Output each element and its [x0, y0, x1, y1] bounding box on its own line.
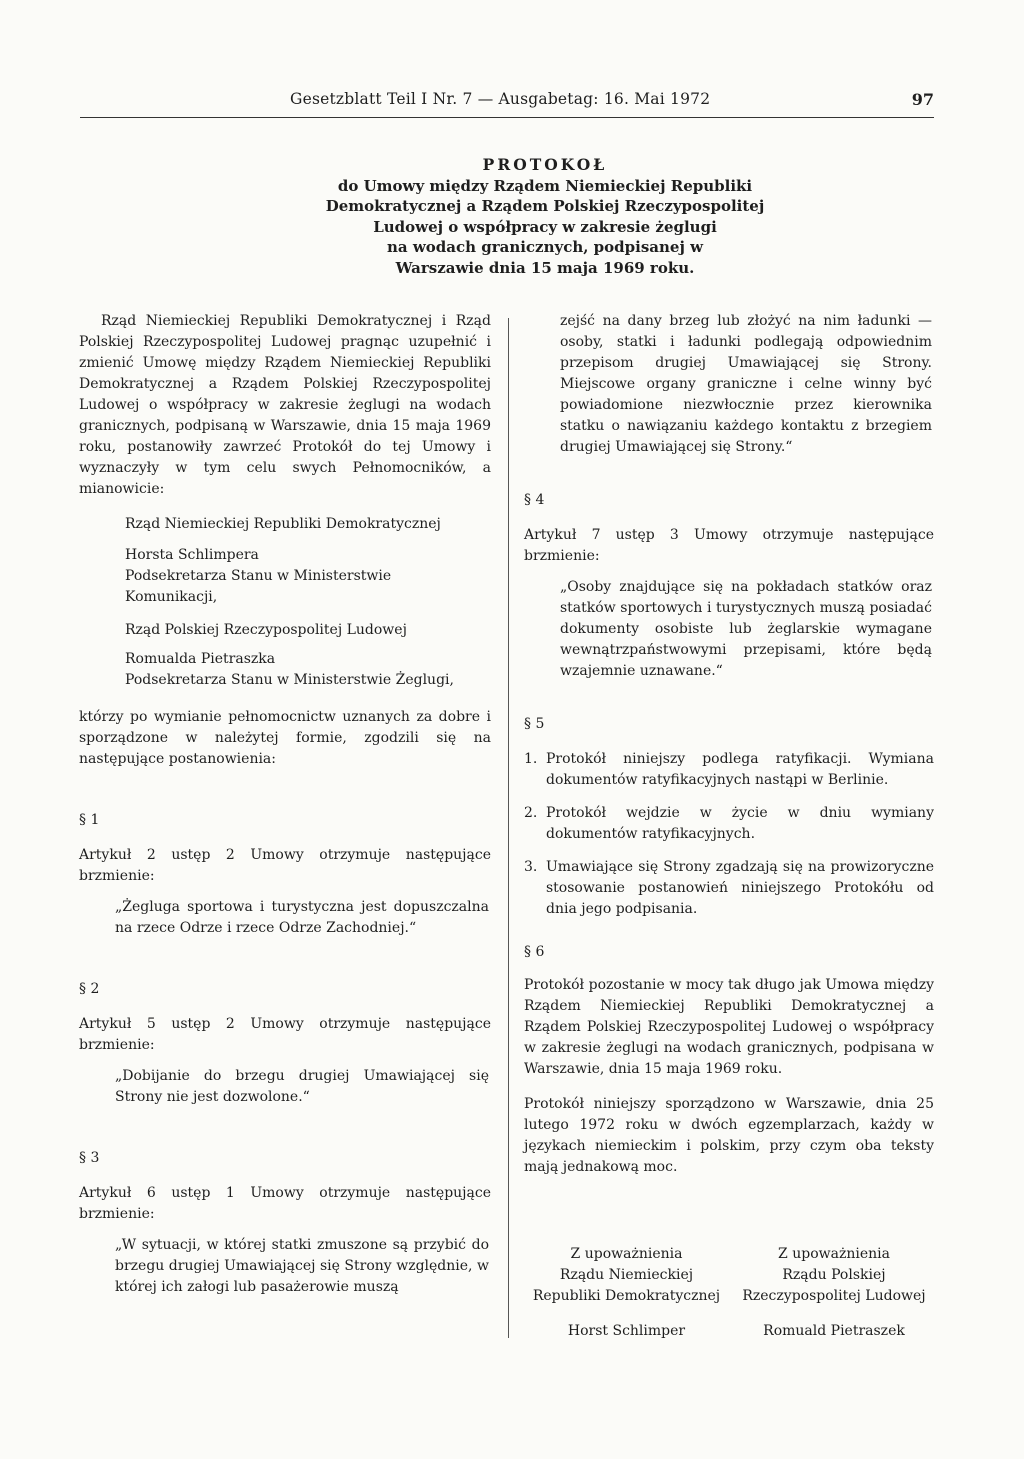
list-number: 1.: [524, 751, 538, 767]
signature-line: Rządu Niemieckiej: [559, 1267, 694, 1283]
title-line: Warszawie dnia 15 maja 1969 roku.: [395, 258, 695, 277]
section-quote: „Żegluga sportowa i turystyczna jest dopuszczalna na rzece Odrze i rzece Odrze Zachodniej.“: [115, 899, 489, 936]
section-text: Artykuł 2 ustęp 2 Umowy otrzymuje następujące brzmienie:: [79, 847, 491, 884]
list-item: [524, 749, 934, 791]
running-title: Gesetzblatt Teil I Nr. 7 — Ausgabetag: 16. Mai 1972: [290, 90, 711, 108]
list-item: [524, 803, 934, 845]
section-quote-continued: zejść na dany brzeg lub złożyć na nim ładunki — osoby, statki i ładunki podlegają odpowiednim przepisom drugiej Umawiającej się Strony. Miejscowe organy graniczne i celne winny być powiadomione niezwłocznie przez kierownika statku o nawiązaniu każdego kontaktu z brzegiem drugiej Umawiającej się Strony.“: [560, 313, 932, 455]
plenipotentiary-name: Romualda Pietraszka: [125, 651, 276, 667]
title-line: Ludowej o współpracy w zakresie żeglugi: [373, 217, 717, 236]
page-number: 97: [911, 90, 934, 109]
signature-line: Rządu Polskiej: [782, 1267, 886, 1283]
agreement-paragraph: którzy po wymianie pełnomocnictw uznanych za dobre i sporządzone w należytej formie, zgodzili się na następujące postanowienia:: [79, 709, 491, 767]
column-divider: [508, 318, 509, 1338]
section-quote: „Osoby znajdujące się na pokładach statków oraz statków sportowych i turystycznych muszą posiadać dokumenty osobiste lub żeglarskie wymagane wewnątrzpaństwowymi przepisami, które będą wzajemnie uznawane.“: [560, 579, 932, 679]
section-list: [524, 749, 934, 920]
signature-line: Z upoważnienia: [570, 1246, 683, 1262]
section-text: Artykuł 7 ustęp 3 Umowy otrzymuje następujące brzmienie:: [524, 527, 934, 564]
title-line: Demokratycznej a Rządem Polskiej Rzeczypospolitej: [325, 197, 765, 215]
right-column: [524, 311, 934, 1178]
section-heading: § 2: [79, 981, 100, 997]
plenipotentiary-name: Horsta Schlimpera: [125, 547, 259, 563]
section-heading: § 1: [79, 812, 100, 828]
signatory-name: Horst Schlimper: [567, 1323, 686, 1339]
section-heading: § 4: [524, 492, 545, 508]
section-quote: „Dobijanie do brzegu drugiej Umawiającej się Strony nie jest dozwolone.“: [115, 1068, 489, 1105]
section-text: Artykuł 5 ustęp 2 Umowy otrzymuje następujące brzmienie:: [79, 1016, 491, 1053]
signature-line: Rzeczypospolitej Ludowej: [742, 1288, 926, 1304]
plenipotentiary-government: Rząd Polskiej Rzeczypospolitej Ludowej: [125, 622, 407, 638]
closing-paragraph: Protokół niniejszy sporządzono w Warszawie, dnia 25 lutego 1972 roku w dwóch egzemplarzach, każdy w językach niemieckim i polskim, przy czym oba teksty mają jednakową moc.: [524, 1096, 934, 1175]
plenipotentiary-title: Podsekretarza Stanu w Ministerstwie Żeglugi,: [125, 672, 454, 688]
section-text: Artykuł 6 ustęp 1 Umowy otrzymuje następujące brzmienie:: [79, 1185, 491, 1222]
signature-line: Republiki Demokratycznej: [532, 1288, 721, 1304]
list-number: 2.: [524, 805, 538, 821]
plenipotentiary-government: Rząd Niemieckiej Republiki Demokratycznej: [125, 516, 441, 532]
list-number: 3.: [524, 859, 538, 875]
intro-paragraph: Rząd Niemieckiej Republiki Demokratycznej i Rząd Polskiej Rzeczypospolitej Ludowej pragnąc uzupełnić i zmienić Umowę między Rządem Niemieckiej Republiki Demokratycznej a Rządem Polskiej Rzeczypospolitej Ludowej o współpracy w zakresie żeglugi na wodach granicznych, podpisaną w Warszawie, dnia 15 maja 1969 roku, postanowiły zawrzeć Protokół do tej Umowy i wyznaczyły w tym celu swych Pełnomocników, a mianowicie:: [79, 313, 491, 497]
section-quote: „W sytuacji, w której statki zmuszone są przybić do brzegu drugiej Umawiającej się Strony względnie, w której ich załogi lub pasażerowie muszą: [115, 1237, 489, 1295]
title-line: do Umowy między Rządem Niemieckiej Republiki: [337, 176, 753, 195]
section-heading: § 6: [524, 944, 545, 960]
list-item: [524, 857, 934, 920]
signatory-name: Romuald Pietraszek: [763, 1323, 905, 1339]
page-header: [80, 90, 934, 118]
list-text: Protokół niniejszy podlega ratyfikacji. Wymiana dokumentów ratyfikacyjnych nastąpi w Berlinie.: [546, 751, 934, 788]
signature-left: [524, 1244, 729, 1342]
header-rule: [80, 117, 934, 118]
signature-line: Z upoważnienia: [778, 1246, 890, 1262]
left-column: [79, 311, 491, 1298]
document-title: [260, 155, 830, 278]
signature-right: [734, 1244, 934, 1342]
list-text: Protokół wejdzie w życie w dniu wymiany dokumentów ratyfikacyjnych.: [546, 805, 934, 842]
title-line: na wodach granicznych, podpisanej w: [386, 238, 704, 256]
section-heading: § 3: [79, 1150, 100, 1166]
section-heading: § 5: [524, 716, 545, 732]
section-text: Protokół pozostanie w mocy tak długo jak Umowa między Rządem Niemieckiej Republiki Demokratycznej a Rządem Polskiej Rzeczypospolitej Ludowej o współpracy w zakresie żeglugi na wodach granicznych, podpisana w Warszawie, dnia 15 maja 1969 roku.: [524, 977, 934, 1077]
plenipotentiary-title: Komunikacji,: [125, 589, 218, 605]
plenipotentiaries: [79, 514, 491, 691]
title-line: PROTOKOŁ: [482, 155, 608, 174]
list-text: Umawiające się Strony zgadzają się na prowizoryczne stosowanie postanowień niniejszego Protokółu od dnia jego podpisania.: [546, 859, 934, 917]
plenipotentiary-title: Podsekretarza Stanu w Ministerstwie: [125, 568, 392, 584]
